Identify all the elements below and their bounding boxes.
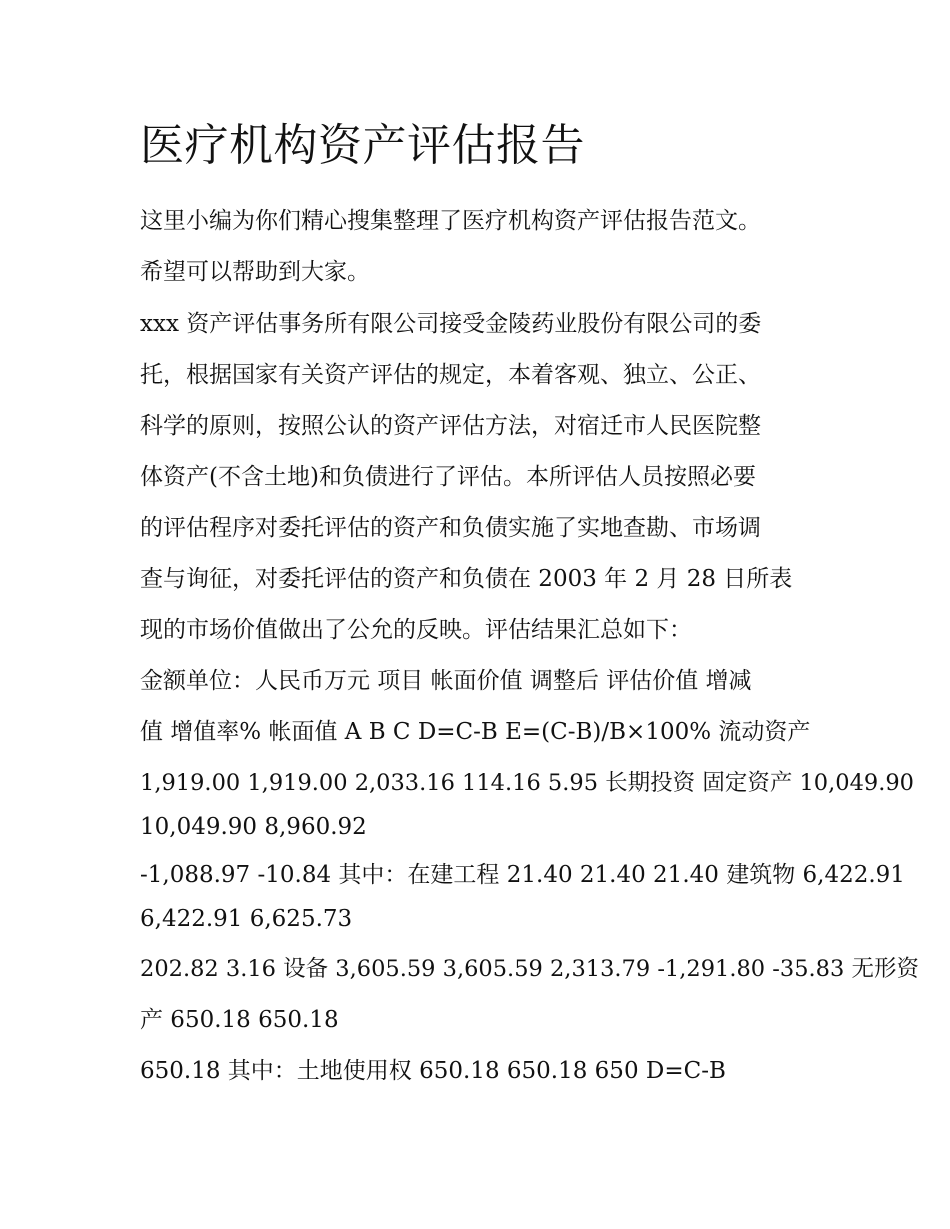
paragraph-line: 650.18 其中：土地使用权 650.18 650.18 650 D=C-B bbox=[140, 1058, 726, 1084]
paragraph-line: 科学的原则，按照公认的资产评估方法，对宿迁市人民医院整 bbox=[140, 413, 761, 439]
paragraph-line: 这里小编为你们精心搜集整理了医疗机构资产评估报告范文。 bbox=[140, 208, 761, 234]
paragraph-line: 10,049.90 8,960.92 bbox=[140, 814, 367, 840]
paragraph-line: -1,088.97 -10.84 其中：在建工程 21.40 21.40 21.40 建筑物 6,422.91 bbox=[140, 862, 905, 888]
paragraph-line: 金额单位：人民币万元 项目 帐面价值 调整后 评估价值 增减 bbox=[140, 668, 752, 694]
paragraph-line: 1,919.00 1,919.00 2,033.16 114.16 5.95 长期投资 固定资产 10,049.90 bbox=[140, 770, 914, 796]
paragraph-line: 202.82 3.16 设备 3,605.59 3,605.59 2,313.79 -1,291.80 -35.83 无形资 bbox=[140, 956, 919, 982]
paragraph-line: 查与询征，对委托评估的资产和负债在 2003 年 2 月 28 日所表 bbox=[140, 566, 793, 592]
paragraph-line: xxx 资产评估事务所有限公司接受金陵药业股份有限公司的委 bbox=[140, 311, 762, 337]
paragraph-line: 体资产(不含土地)和负债进行了评估。本所评估人员按照必要 bbox=[140, 464, 756, 490]
paragraph-line: 希望可以帮助到大家。 bbox=[140, 259, 370, 285]
document-title: 医疗机构资产评估报告 bbox=[140, 120, 585, 171]
paragraph-line: 托，根据国家有关资产评估的规定，本着客观、独立、公正、 bbox=[140, 362, 761, 388]
paragraph-line: 产 650.18 650.18 bbox=[140, 1007, 339, 1033]
paragraph-line: 值 增值率% 帐面值 A B C D=C-B E=(C-B)/B×100% 流动资产 bbox=[140, 719, 811, 745]
paragraph-line: 现的市场价值做出了公允的反映。评估结果汇总如下： bbox=[140, 617, 692, 643]
paragraph-line: 6,422.91 6,625.73 bbox=[140, 906, 353, 932]
paragraph-line: 的评估程序对委托评估的资产和负债实施了实地查勘、市场调 bbox=[140, 515, 761, 541]
